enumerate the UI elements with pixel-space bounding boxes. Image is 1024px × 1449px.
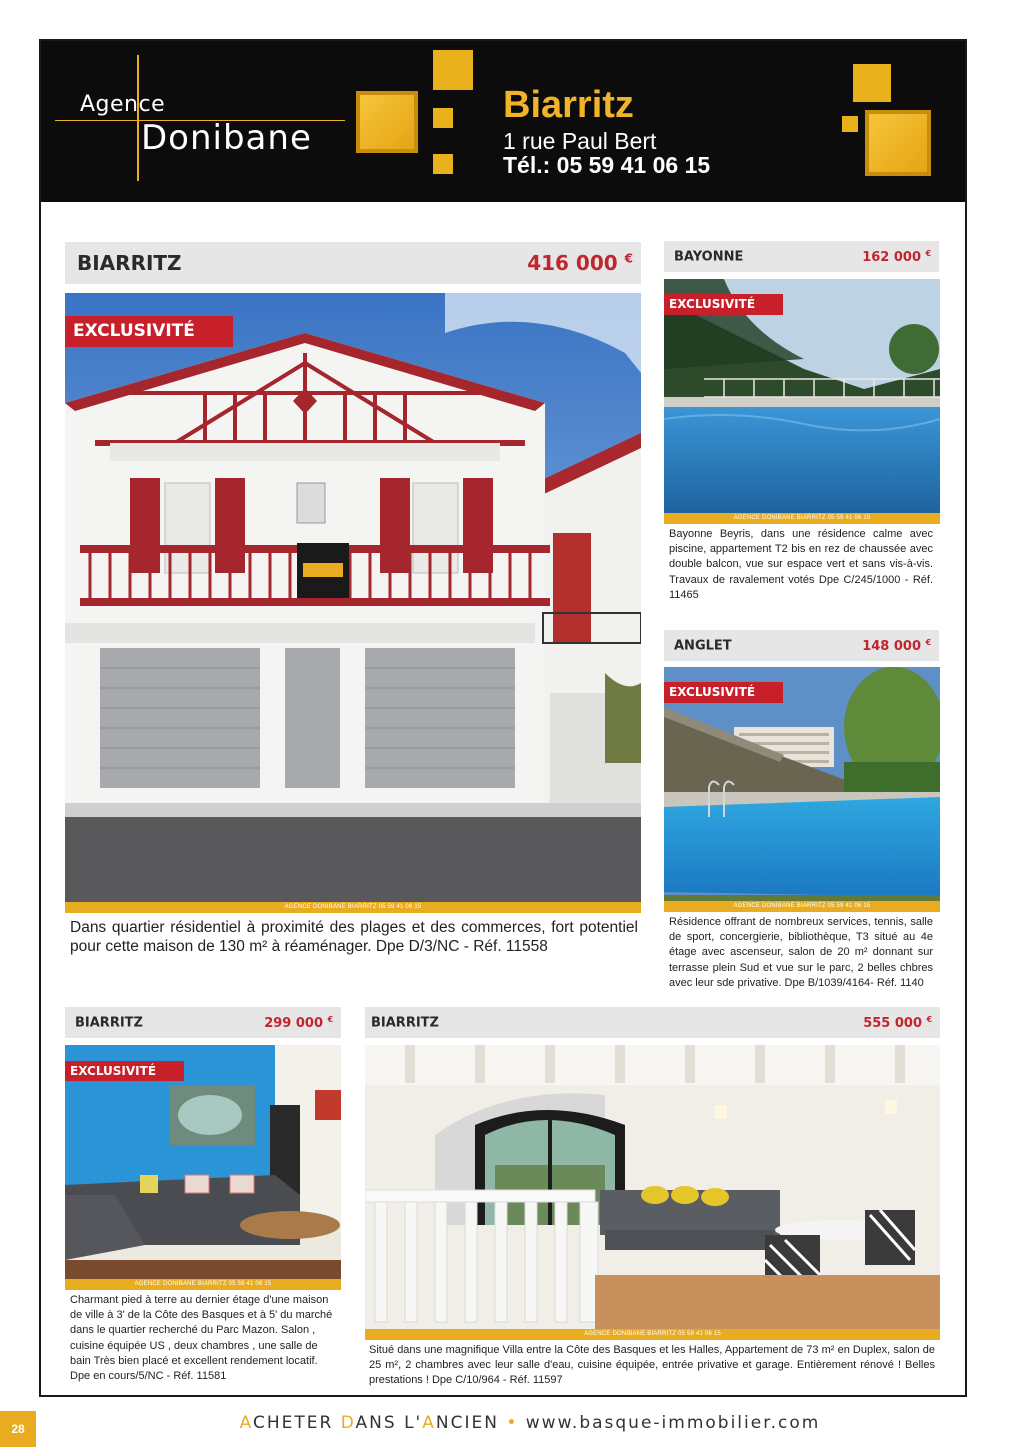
logo-square-large [356,91,418,153]
agency-address: 1 rue Paul Bert [503,128,657,154]
listing-photo-pool-residence[interactable] [664,667,940,912]
logo-square-small-b [433,154,453,174]
listing-price: 416 000 € [527,251,633,275]
listing-description: Bayonne Beyris, dans une résidence calme avec piscine, appartement T2 bis en rez de chaussée avec double balcon, vue sur espace vert et sans vis-à-vis. Travaux de ravalement votés Dpe C/245/1000 - Réf. 11465 [669,528,933,601]
exclusivity-badge: EXCLUSIVITÉ [65,316,233,347]
listing-header [65,242,641,284]
listing-location: ANGLET [674,638,732,653]
exclusivity-badge: EXCLUSIVITÉ [664,294,783,315]
listing-description: Résidence offrant de nombreux services, tennis, salle de sport, concergierie, bibliothèque, T3 situé au 4e étage avec ascenseur, salon de 20 m² donnant sur terrasse plein Sud et vue sur le parc, 2 belles chbres avec leur sde privative. Dpe B/1039/4164- Réf. 1140 [669,916,933,989]
photo-credit: AGENCE DONIBANE BIARRITZ 05 59 41 06 15 [664,513,940,524]
footer-tagline: ACHETER DANS L'ANCIEN • www.basque-immobilier.com [239,1413,821,1433]
listing-price: 162 000 € [862,248,931,265]
duplex-illustration [365,1045,940,1340]
listing-location: BIARRITZ [371,1015,439,1030]
photo-credit: AGENCE DONIBANE BIARRITZ 05 59 41 06 15 [664,901,940,912]
exclusivity-badge: EXCLUSIVITÉ [65,1061,184,1081]
listing-header [365,1007,940,1038]
listing-price: 148 000 € [862,637,931,654]
agency-city: Biarritz [503,84,634,126]
house-illustration [65,293,641,913]
photo-credit: AGENCE DONIBANE BIARRITZ 05 59 41 06 15 [365,1329,940,1340]
living-room-illustration [65,1045,341,1290]
deco-square-mini [842,116,858,132]
photo-credit: AGENCE DONIBANE BIARRITZ 05 59 41 06 15 [65,1279,341,1290]
listing-photo-house[interactable] [65,293,641,913]
listing-photo-living-room[interactable] [65,1045,341,1290]
page-number: 28 [0,1411,36,1447]
listing-header [664,241,939,272]
listing-header [664,630,939,661]
listing-location: BIARRITZ [77,251,182,275]
logo-square-small-a [433,108,453,128]
listing-photo-duplex[interactable] [365,1045,940,1340]
listing-price: 299 000 € [264,1014,333,1031]
listing-header [65,1007,341,1038]
exclusivity-badge: EXCLUSIVITÉ [664,682,783,703]
logo-agence-text: Agence [80,92,166,117]
listing-photo-pool[interactable] [664,279,940,524]
pool-illustration [664,279,940,524]
logo-vertical-line [137,55,139,181]
deco-square-top-right [853,64,891,102]
residence-pool-illustration [664,667,940,912]
listing-description: Situé dans une magnifique Villa entre la Côte des Basques et les Halles, Appartement de 73 m² en Duplex, salon de 25 m², 2 chambres avec leur salle d'eau, cuisine équipée, entrée privative et garage. Entièrement rénové ! Belles prestations ! Dpe C/10/964 - Réf. 11597 [369,1344,935,1387]
logo-donibane-text: Donibane [141,118,312,158]
listing-location: BIARRITZ [75,1015,143,1030]
listing-description: Charmant pied à terre au dernier étage d'une maison de ville à 3' de la Côte des Basques et à 5' du marché dans le quartier recherché du Parc Mazon. Salon , cuisine équipée US , deux chambres , une salle de bain Très bien placé et excellent rendement locatif. Dpe en cours/5/NC - Réf. 11581 [70,1294,333,1383]
agency-phone: Tél.: 05 59 41 06 15 [503,152,711,178]
listing-location: BAYONNE [674,249,744,264]
listing-description: Dans quartier résidentiel à proximité des plages et des commerces, fort potentiel pour cette maison de 130 m² à réaménager. Dpe D/3/NC - Réf. 11558 [70,919,638,955]
photo-credit: AGENCE DONIBANE BIARRITZ 05 59 41 06 15 [65,902,641,913]
deco-square-large-right [865,110,931,176]
logo-square-top [433,50,473,90]
listing-price: 555 000 € [863,1014,932,1031]
footer-website[interactable]: www.basque-immobilier.com [525,1413,821,1433]
